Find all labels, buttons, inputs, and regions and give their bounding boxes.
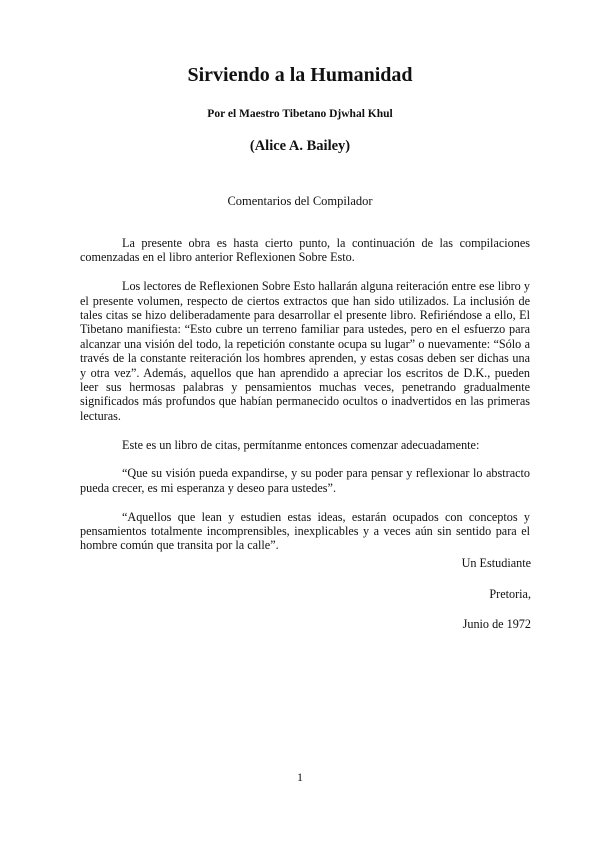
author-name: (Alice A. Bailey) [249,138,351,154]
attribution-line: Por el Maestro Tibetano Djwhal Khul [207,108,393,120]
section-heading: Comentarios del Compilador [227,194,373,208]
paragraph-intro: La presente obra es hasta cierto punto, la continuación de las compilaciones comenzadas en el libro anterior Reflexionen Sobre Esto. [80,236,530,265]
page-number: 1 [297,770,303,784]
signature-place: Pretoria, [489,586,531,601]
paragraph-readers: Los lectores de Reflexionen Sobre Esto hallarán alguna reiteración entre ese libro y el presente volumen, respecto de ciertos extractos que han sido utilizados. La inclusión de tales citas se hizo deliberadamente para desarrollar el presente libro. Refiriéndose a ello, El Tibetano manifiesta: “Esto cubre un terreno familiar para ustedes, pero en el esfuerzo para alcanzar una visión del todo, la repetición constante ocupa su lugar” o nuevamente: “Sólo a través de la constante reiteración los hombres aprenden, y estas cosas deben ser dichas una y otra vez”. Además, aquellos que han aprendido a apreciar los escritos de D.K., pueden leer sus hermosas palabras y pensamientos muchas veces, penetrando gradualmente significados más profundos que habían permanecido ocultos o inadvertidos en las primeras lecturas. [80,279,530,423]
paragraph-citations: Este es un libro de citas, permítanme entonces comenzar adecuadamente: [122,437,480,452]
page-title: Sirviendo a la Humanidad [187,64,413,86]
signature-date: Junio de 1972 [462,617,531,631]
body-text [80,236,530,567]
paragraph-quote-vision: “Que su visión pueda expandirse, y su poder para pensar y reflexionar lo abstracto pueda crecer, es mi esperanza y deseo para ustedes”. [80,466,530,495]
signature-block [462,555,531,647]
paragraph-quote-ideas: “Aquellos que lean y estudien estas ideas, estarán ocupados con conceptos y pensamientos totalmente incomprensibles, inexplicables y a veces aún sin sentido para el hombre común que transita por la calle”. [80,509,530,553]
signature-name: Un Estudiante [461,556,531,570]
